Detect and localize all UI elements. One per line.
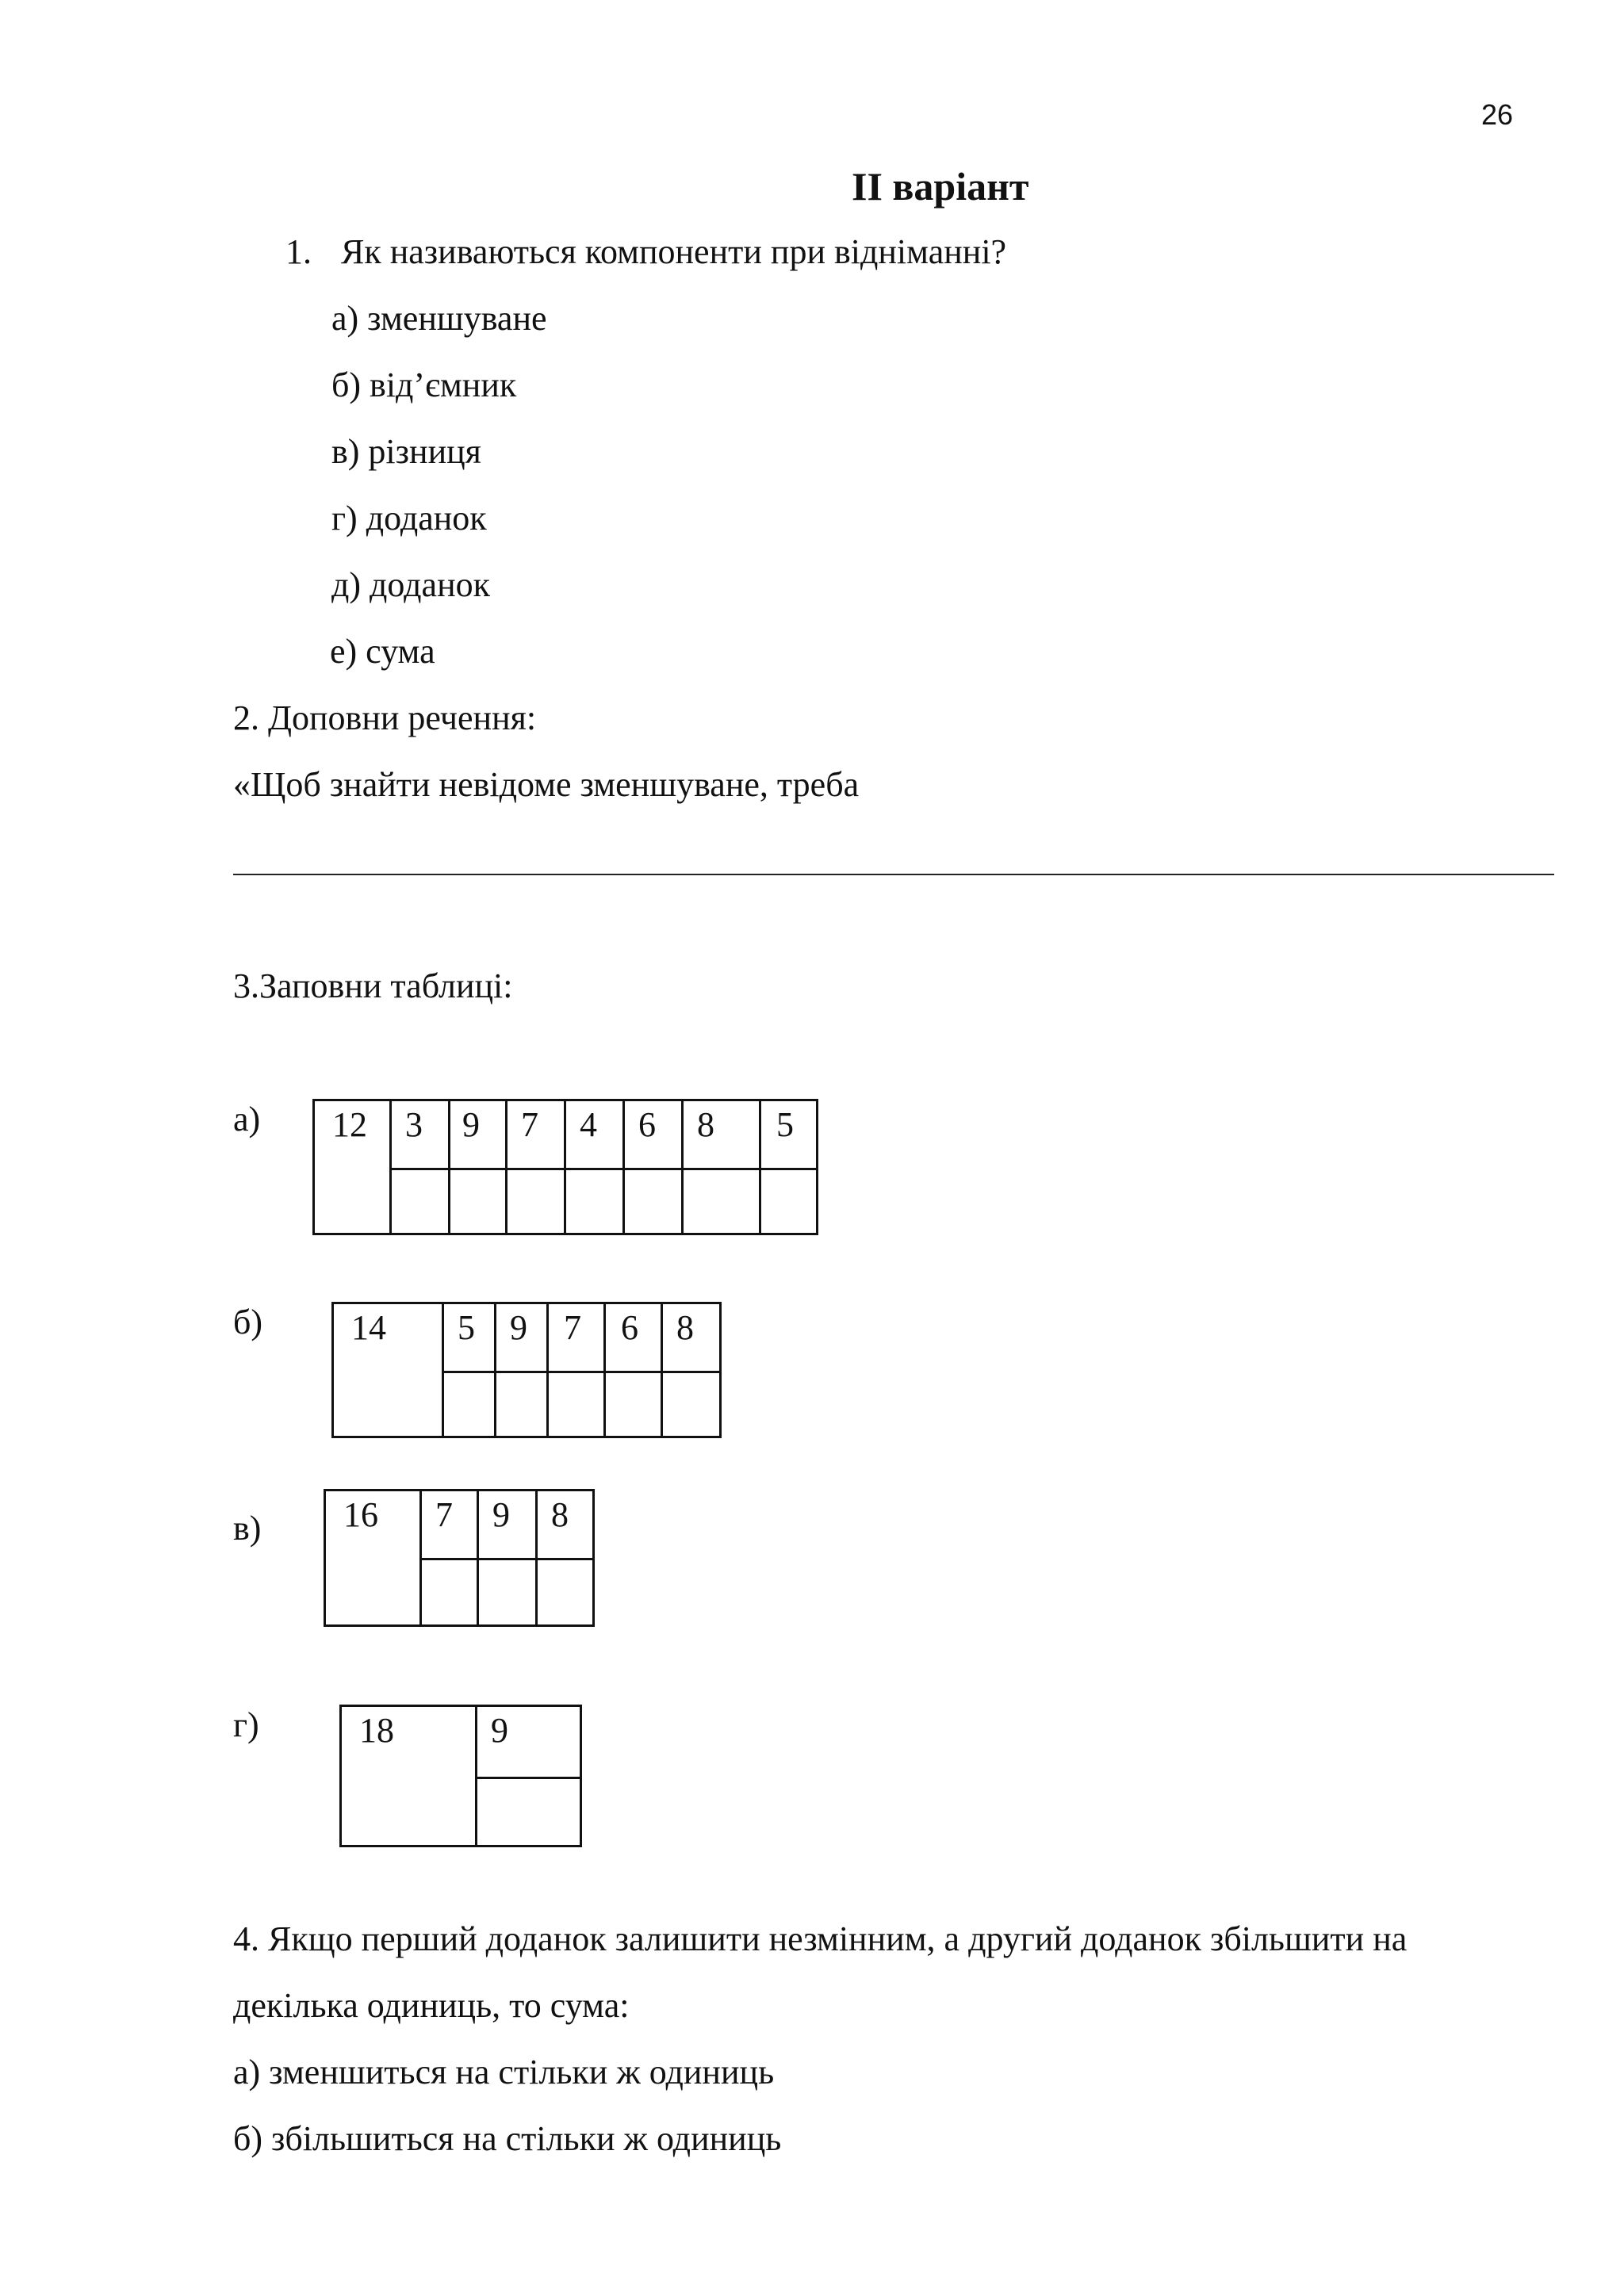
table-d-first-cell: 18 [359, 1711, 394, 1750]
table-a-cell: 4 [580, 1105, 597, 1144]
table-b-first-cell: 14 [351, 1308, 386, 1347]
table-b [331, 1302, 722, 1438]
table-a-cell: 9 [462, 1105, 480, 1144]
table-a-cell: 7 [521, 1105, 538, 1144]
question-4-option-a: а) зменшиться на стільки ж одиниць [233, 2053, 775, 2091]
table-d [339, 1705, 582, 1847]
question-1-option-a: а) зменшуване [331, 299, 547, 338]
table-b-cell: 5 [458, 1308, 475, 1347]
question-1-option-b: б) від’ємник [331, 365, 517, 404]
question-4-line-1: 4. Якщо перший доданок залишити незмінним, а другий доданок збільшити на [233, 1919, 1408, 1958]
table-d-label: г) [233, 1705, 259, 1744]
question-1-option-c: в) різниця [331, 432, 481, 471]
table-c-cell: 9 [492, 1495, 510, 1534]
table-c-first-cell: 16 [343, 1495, 378, 1534]
table-b-cell: 7 [564, 1308, 581, 1347]
page-number: 26 [1481, 98, 1514, 131]
table-a-cell: 8 [697, 1105, 714, 1144]
question-2-sentence: «Щоб знайти невідоме зменшуване, треба [233, 765, 860, 804]
question-1-number: 1. [285, 232, 312, 271]
question-2-text: 2. Доповни речення: [233, 698, 537, 737]
table-a-cell: 5 [776, 1105, 794, 1144]
answer-line[interactable] [233, 874, 1554, 875]
table-c [324, 1489, 595, 1627]
table-a-cell: 3 [405, 1105, 423, 1144]
table-b-cell: 9 [510, 1308, 527, 1347]
table-b-label: б) [233, 1303, 263, 1341]
question-1-text: Як називаються компоненти при відніманні? [341, 232, 1007, 271]
table-a-label: а) [233, 1100, 261, 1138]
question-3-text: 3.Заповни таблиці: [233, 966, 513, 1005]
table-c-cell: 8 [551, 1495, 569, 1534]
table-b-cell: 8 [676, 1308, 694, 1347]
question-1-option-f: е) сума [330, 632, 435, 671]
question-4-option-b: б) збільшиться на стільки ж одиниць [233, 2119, 782, 2158]
table-a [312, 1099, 818, 1235]
table-b-cell: 6 [621, 1308, 638, 1347]
table-a-first-cell: 12 [332, 1105, 367, 1144]
table-c-cell: 7 [435, 1495, 453, 1534]
table-c-label: в) [233, 1509, 262, 1548]
question-1-option-e: д) доданок [331, 565, 490, 604]
question-1-option-d: г) доданок [331, 499, 487, 538]
variant-title: II варіант [852, 164, 1029, 209]
question-4-line-2: декілька одиниць, то сума: [233, 1986, 630, 2025]
table-d-cell: 9 [491, 1711, 508, 1750]
table-a-cell: 6 [638, 1105, 656, 1144]
